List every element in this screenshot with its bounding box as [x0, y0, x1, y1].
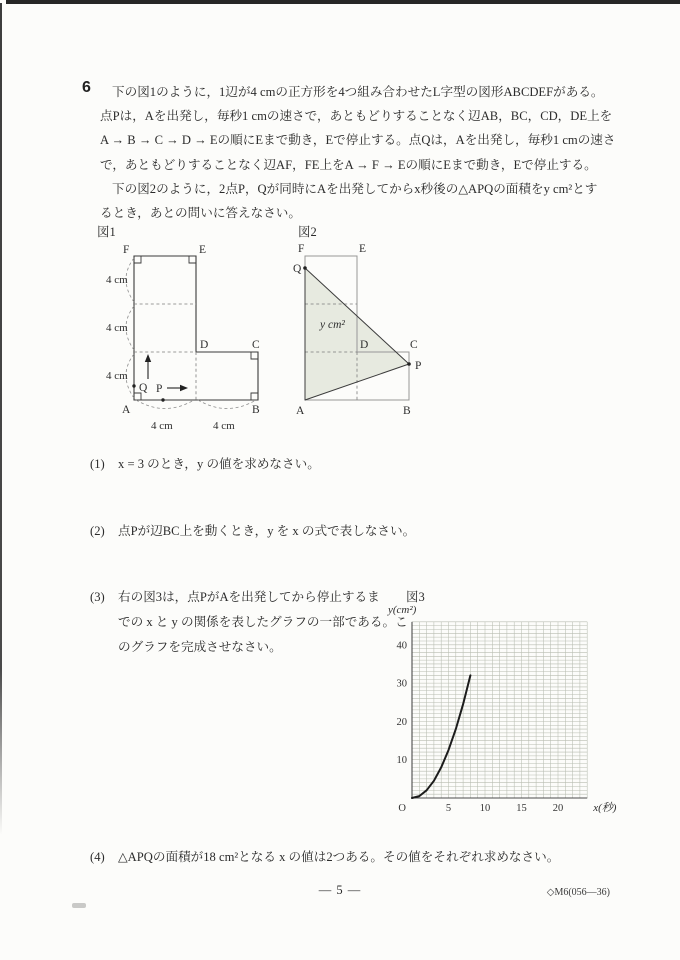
y-axis-label: y(cm²) [388, 604, 417, 616]
dim-label-left: 4 cm [106, 370, 128, 382]
figure3-graph [382, 600, 622, 828]
question-number: (4) [90, 850, 105, 864]
question-2 [90, 519, 415, 544]
y-tick-label: 40 [396, 640, 407, 652]
right-angle-mark-c [251, 352, 258, 359]
figure2-label: 図2 [298, 225, 317, 239]
vertex-label-e: E [199, 244, 207, 256]
vertex-label-f: F [298, 243, 305, 255]
vertex-label-d: D [200, 339, 209, 351]
question-text: 点Pが辺BC上を動くとき，y を x の式で表しなさい。 [118, 524, 416, 538]
dim-label-left: 4 cm [106, 322, 128, 334]
y-tick-label: 30 [396, 678, 407, 690]
question-text: 右の図3は，点PがAを出発してから停止するま [118, 590, 380, 604]
figure1-label: 図1 [97, 225, 116, 239]
point-p-dot [161, 398, 164, 401]
q-arrowhead-icon [145, 354, 151, 362]
dim-label-bottom: 4 cm [151, 420, 173, 432]
point-label-p: P [156, 383, 163, 395]
p-arrowhead-icon [180, 385, 188, 391]
right-angle-mark-f [134, 256, 141, 263]
right-angle-mark-a [134, 393, 141, 400]
vertex-label-c: C [410, 339, 418, 351]
x-axis-label: x(秒) [593, 802, 617, 814]
vertex-label-a: A [122, 404, 131, 416]
vertex-label-c: C [252, 339, 260, 351]
vertex-label-b: B [403, 405, 411, 417]
intro-line: 下の図2のように，2点P，Qが同時にAを出発してからx秒後の△APQの面積をy cm²とす [112, 181, 598, 196]
question-number: (2) [90, 524, 105, 538]
scan-edge-left [0, 3, 2, 835]
dim-label-bottom: 4 cm [213, 420, 235, 432]
problem-statement [100, 80, 625, 225]
point-p-dot [407, 362, 411, 366]
question-number: (3) [90, 590, 105, 604]
vertex-label-d: D [360, 339, 369, 351]
point-label-p: P [415, 360, 422, 372]
x-tick-label: 15 [516, 803, 527, 814]
question-text: のグラフを完成させなさい。 [118, 640, 282, 654]
problem-number: 6 [82, 79, 91, 96]
question-1 [90, 452, 320, 477]
question-4 [90, 845, 559, 870]
question-text: x = 3 のとき，y の値を求めなさい。 [118, 457, 320, 471]
question-number: (1) [90, 457, 105, 471]
area-label: y cm² [320, 319, 345, 331]
point-q-dot [303, 266, 307, 270]
vertex-label-b: B [252, 404, 260, 416]
point-label-q: Q [293, 263, 302, 275]
question-3 [90, 585, 408, 660]
intro-line: で，あともどりすることなく辺AF，FE上をA → F → Eの順にEまで動き，Eで停止する。 [100, 157, 597, 172]
figure1-drawing [106, 242, 301, 434]
question-text: △APQの面積が18 cm²となる x の値は2つある。その値をそれぞれ求めなさい。 [118, 850, 560, 864]
l-shape-outline [134, 256, 258, 400]
dimension-arc [136, 400, 194, 409]
page-number: — 5 — [318, 883, 362, 897]
question-text: での x と y の関係を表したグラフの一部である。こ [118, 615, 408, 629]
intro-line: A → B → C → D → Eの順にEまで動き，Eで停止する。点Qは，Aを出発し，毎秒1 cmの速さ [100, 133, 616, 148]
vertex-label-f: F [123, 244, 130, 256]
figure3-label: 図3 [406, 590, 425, 604]
intro-line: るとき，あとの問いに答えなさい。 [100, 205, 301, 220]
y-tick-label: 10 [396, 755, 407, 767]
right-angle-mark-e [189, 256, 196, 263]
y-tick-label: 20 [396, 716, 407, 728]
point-label-q: Q [139, 382, 148, 394]
x-tick-label: 10 [479, 803, 491, 814]
intro-line: 点Pは，Aを出発し，毎秒1 cmの速さで，あともどりすることなく辺AB，BC，CD，DE上を [100, 109, 613, 124]
x-tick-label: 20 [552, 803, 564, 814]
dimension-arc [198, 400, 256, 409]
vertex-label-e: E [359, 243, 367, 255]
vertex-label-a: A [296, 405, 305, 417]
origin-label: O [398, 803, 406, 814]
point-q-dot [132, 384, 135, 387]
right-angle-mark-b [251, 393, 258, 400]
figure2-drawing [293, 242, 443, 428]
document-code: ◇M6(056—36) [546, 887, 610, 898]
x-tick-label: 5 [445, 803, 452, 814]
dim-label-left: 4 cm [106, 274, 128, 286]
scan-edge-top [6, 0, 680, 4]
intro-line: 下の図1のように，1辺が4 cmの正方形を4つ組み合わせたL字型の図形ABCDEFがある。 [112, 85, 604, 99]
scan-smudge [72, 903, 86, 908]
